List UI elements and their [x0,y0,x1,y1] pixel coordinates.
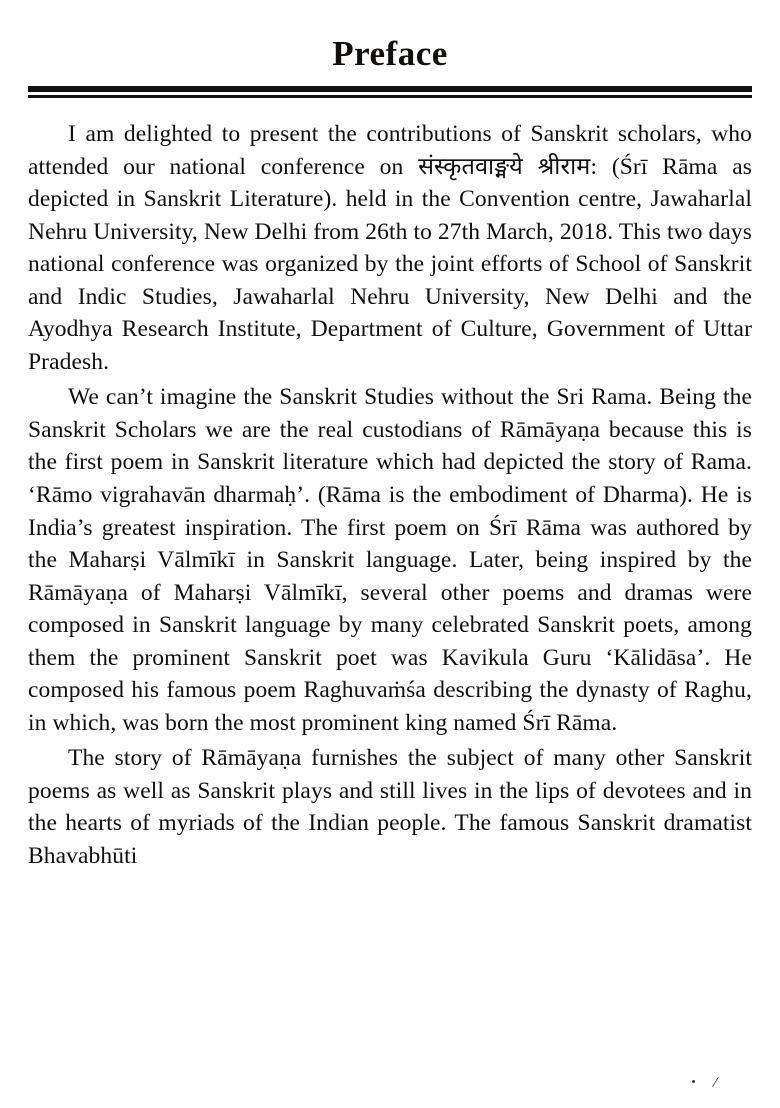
paragraph-3: The story of Rāmāyaṇa furnishes the subject of many other Sanskrit poems as well as Sanskrit plays and still lives in the lips of devotees and in the hearts of myriads of the Indian people. The famous Sanskrit dramatist Bhavabhūti [28,745,752,870]
title-divider [28,86,752,98]
footer-slash-mark: / [711,1073,720,1092]
preface-body [28,118,752,873]
page-footer-marks [0,1074,780,1100]
page-title: Preface [332,34,448,73]
paragraph-1: I am delighted to present the contributions of Sanskrit scholars, who attended our national conference on संस्कृतवाङ्मये श्रीराम: (Śrī Rāma as depicted in Sanskrit Literature). held in the Convention centre, Jawaharlal Nehru University, New Delhi from 26th to 27th March, 2018. This two days national conference was organized by the joint efforts of School of Sanskrit and Indic Studies, Jawaharlal Nehru University, New Delhi and the Ayodhya Research Institute, Department of Culture, Government of Uttar Pradesh. [28,121,752,375]
divider-thick-line [28,86,752,92]
footer-dot-mark [692,1080,695,1083]
paragraph-2: We can’t imagine the Sanskrit Studies without the Sri Rama. Being the Sanskrit Scholars we are the real custodians of Rāmāyaṇa because this is the first poem in Sanskrit literature which had depicted the story of Rama. ‘Rāmo vigrahavān dharmaḥ’. (Rāma is the embodiment of Dharma). He is India’s greatest inspiration. The first poem on Śrī Rāma was authored by the Maharṣi Vālmīkī in Sanskrit language. Later, being inspired by the Rāmāyaṇa of Maharṣi Vālmīkī, several other poems and dramas were composed in Sanskrit language by many celebrated Sanskrit poets, among them the prominent Sanskrit poet was Kavikula Guru ‘Kālidāsa’. He composed his famous poem Raghuvaṁśa describing the dynasty of Raghu, in which, was born the most prominent king named Śrī Rāma. [28,384,752,736]
divider-thin-line [28,95,752,98]
